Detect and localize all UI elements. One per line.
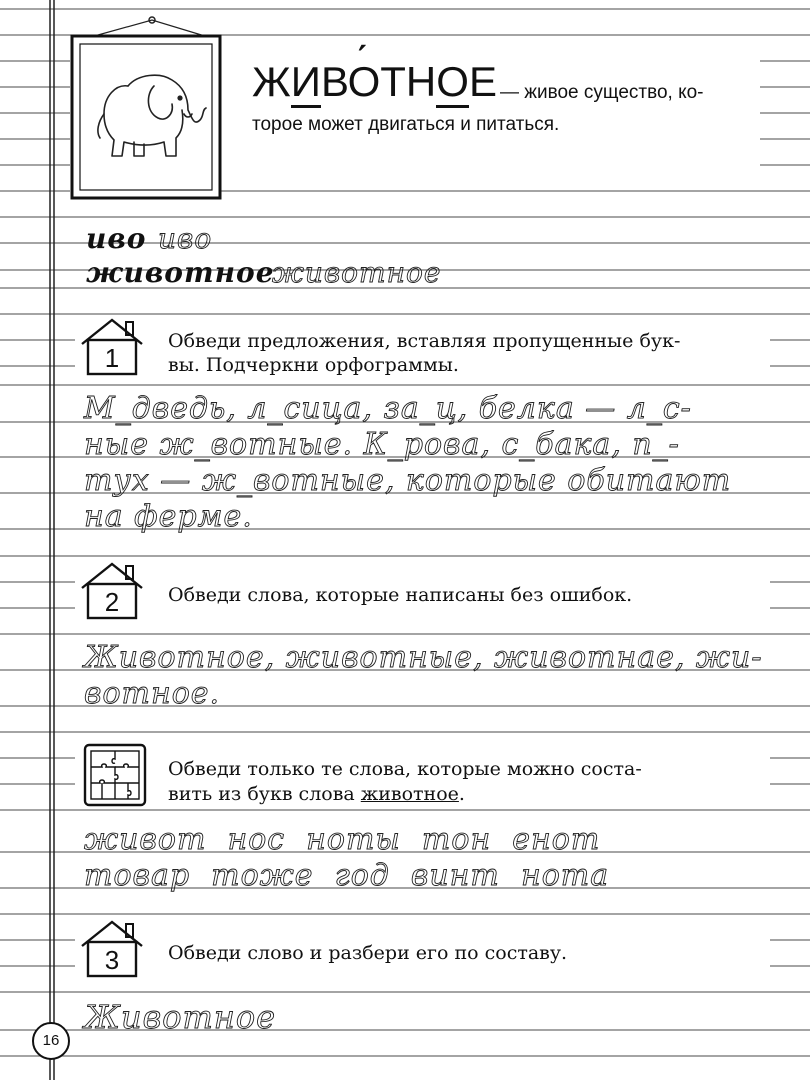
house-number-3-icon bbox=[78, 918, 148, 980]
puzzle-text-line-2 bbox=[168, 781, 465, 808]
word-letter: ВО bbox=[320, 58, 381, 105]
task1-text-line-1: Обведи предложения, вставляя пропущенные бук- bbox=[168, 330, 681, 352]
puzzle-icon bbox=[82, 742, 148, 808]
task1-hw-line-1: М_дведь, л_сица, за_ц, белка — л_с- bbox=[84, 391, 692, 426]
puzzle-text-post: . bbox=[458, 783, 465, 805]
definition-line-1: — живое существо, ко- bbox=[500, 82, 704, 103]
house-number-2-icon bbox=[78, 560, 148, 622]
word-letter: Ж bbox=[252, 58, 291, 105]
task2-hw-line-1: Животное, животные, животнае, жи- bbox=[84, 640, 763, 675]
practice-bold-2: животное bbox=[86, 256, 275, 289]
puzzle-hw-line-2: товар тоже год винт нота bbox=[84, 858, 610, 893]
task-number: 1 bbox=[104, 343, 120, 373]
task2-hw-line-2: вотное. bbox=[84, 676, 221, 711]
task1-text-line-2: вы. Подчеркни орфограммы. bbox=[168, 354, 459, 376]
task2-text-line-1: Обведи слова, которые написаны без ошибок. bbox=[168, 584, 633, 606]
puzzle-text-pre: вить из букв слова bbox=[168, 783, 361, 805]
task-number: 3 bbox=[104, 945, 120, 975]
definition-line-2: торое может двигаться и питаться. bbox=[252, 114, 560, 135]
practice-trace-1: иво bbox=[158, 222, 213, 255]
task1-hw-line-4: на ферме. bbox=[84, 499, 253, 534]
task3-text-line-1: Обведи слово и разбери его по составу. bbox=[168, 942, 568, 964]
task-number: 2 bbox=[104, 587, 120, 617]
page-number: 16 bbox=[32, 1022, 70, 1060]
word-letter-underlined: О bbox=[436, 58, 469, 108]
task1-hw-line-3: тух — ж_вотные, которые обитают bbox=[84, 463, 732, 498]
practice-trace-2: животное bbox=[272, 256, 442, 289]
elephant-picture-frame bbox=[68, 14, 226, 202]
word-letter-underlined: И bbox=[291, 58, 321, 108]
task3-hw-word: Животное bbox=[84, 998, 277, 1036]
word-letter: ТН bbox=[380, 58, 437, 105]
header-word bbox=[252, 58, 497, 106]
word-letter: Е bbox=[468, 58, 497, 105]
task1-hw-line-2: ные ж_вотные. К_рова, с_бака, п_- bbox=[84, 427, 680, 462]
practice-bold-1: иво bbox=[86, 222, 147, 255]
puzzle-hw-line-1: живот нос ноты тон енот bbox=[84, 822, 601, 857]
puzzle-text-line-1: Обведи только те слова, которые можно соста- bbox=[168, 758, 642, 780]
house-number-1-icon bbox=[78, 316, 148, 378]
puzzle-text-underlined-word: животное bbox=[360, 783, 459, 805]
